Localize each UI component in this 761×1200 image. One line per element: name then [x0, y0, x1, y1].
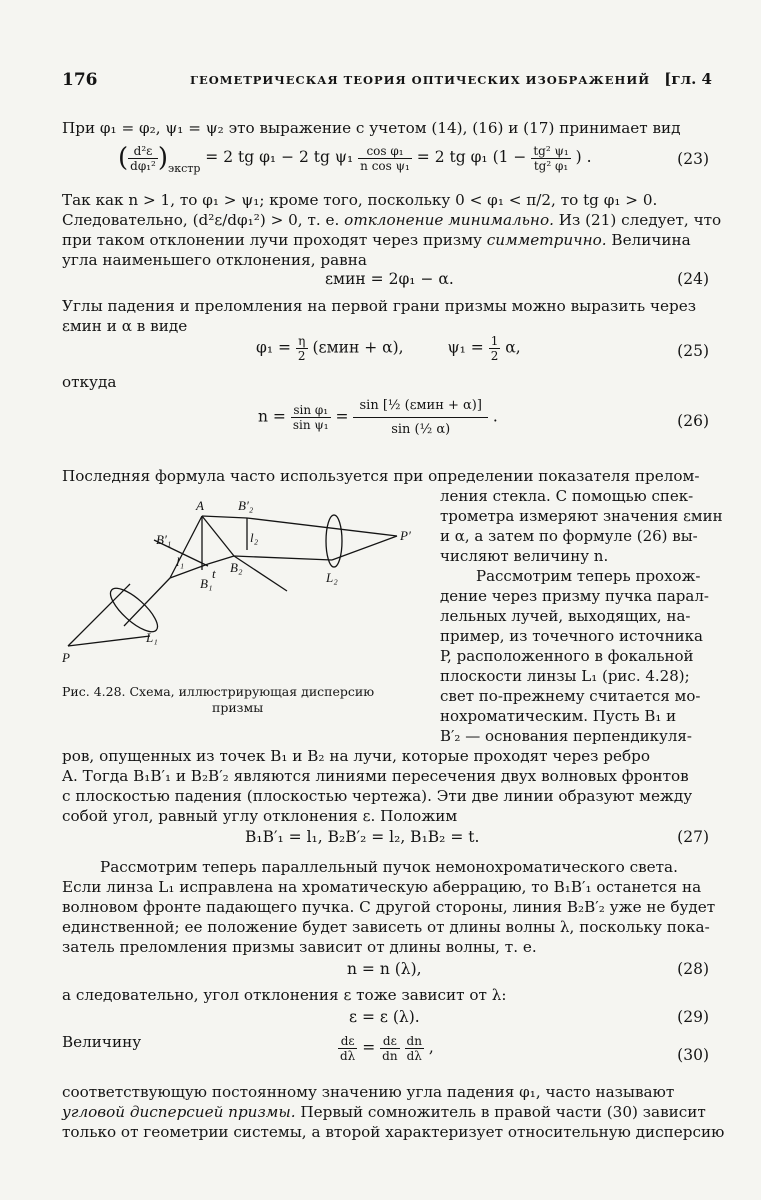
label-l1: l₁ — [176, 554, 185, 569]
label-P: P — [62, 650, 70, 665]
label-B2: B₂ — [230, 560, 243, 575]
paragraph-line — [62, 230, 691, 250]
ray-input — [124, 578, 170, 626]
paragraph-line: Рассмотрим теперь параллельный пучок немонохроматического света. — [100, 858, 678, 876]
paragraph-line — [62, 210, 721, 230]
equation-23: ( $\frac{\text{d²ε}}{\text{dφ₁²}}$ )$_{экстр} = 2$ tg φ₁ − 2 tg ψ₁ $\frac{\text{cos φ₁}}{\text{n cos ψ₁}}$ = 2 tg φ₁ (1 − $\frac{\text{tg² ψ₁}}{\text{tg² φ₁}}$ ) . — [118, 143, 592, 175]
eq23-rfrac-den: tg² φ₁ — [533, 158, 569, 173]
paragraph-line: Рассмотрим теперь прохож- — [476, 567, 701, 585]
paragraph-line: свет по-прежнему считается мо- — [440, 687, 701, 705]
eq26-f1-num: sin φ₁ — [291, 403, 331, 418]
eq23-rfrac-num: tg² ψ₁ — [533, 143, 569, 158]
paragraph-line: пример, из точечного источника — [440, 627, 703, 645]
paragraph-line: волновом фронте падающего пучка. С другой стороны, линия B₂B′₂ уже не будет — [62, 898, 716, 916]
label-t: t — [212, 566, 216, 581]
eq25-psi: ψ₁ = — [447, 338, 484, 357]
eq23-subscript: экстр — [168, 162, 201, 175]
prism-face-left — [170, 516, 202, 578]
eq25-psi-tail: α, — [505, 338, 521, 357]
text-run: Следовательно, (d²ε/dφ₁²) > 0, т. е. — [62, 211, 345, 229]
running-header — [62, 70, 712, 92]
eq23-frac-num: cos φ₁ — [358, 144, 412, 159]
text-run: при таком отклонении лучи проходят через призму — [62, 231, 487, 249]
paragraph-line: При φ₁ = φ₂, ψ₁ = ψ₂ это выражение с учетом (14), (16) и (17) принимает вид — [62, 119, 681, 137]
paragraph-line: P, расположенного в фокальной — [440, 647, 694, 665]
eq30-n1: dε — [338, 1034, 357, 1049]
eq25-phi-den: 2 — [297, 349, 306, 363]
eq30-eq: = — [362, 1038, 376, 1057]
equation-30 — [338, 1034, 434, 1063]
equation-number-25: (25) — [677, 342, 709, 360]
eq23-right: = 2 tg φ₁ (1 − — [416, 148, 527, 166]
equation-number-27: (27) — [677, 828, 709, 846]
label-l2: l₂ — [250, 530, 259, 545]
figure-caption: Рис. 4.28. Схема, иллюстрирующая дисперсию — [62, 684, 375, 699]
paragraph-line: затель преломления призмы зависит от длины волны, т. е. — [62, 938, 537, 956]
paragraph-line: собой угол, равный углу отклонения ε. Положим — [62, 807, 458, 825]
eq25-phi-num: η — [296, 334, 308, 349]
equation-number-29: (29) — [677, 1008, 709, 1026]
paragraph-line: а следовательно, угол отклонения ε тоже зависит от λ: — [62, 986, 507, 1004]
text-run: Величина — [606, 231, 691, 249]
paragraph-line: ров, опущенных из точек B₁ и B₂ на лучи, которые проходят через ребро — [62, 747, 650, 765]
eq23-frac-den: n cos ψ₁ — [360, 158, 410, 173]
paragraph-line: единственной; ее положение будет зависеть от длины волны λ, поскольку пока- — [62, 918, 710, 936]
paragraph-line: ления стекла. С помощью спек- — [440, 487, 694, 505]
equation-number-28: (28) — [677, 960, 709, 978]
emphasis: симметрично. — [486, 231, 607, 249]
eq30-d2: dn — [382, 1049, 398, 1063]
chapter-marker: [гл. 4 — [664, 70, 712, 88]
eq30-d1: dλ — [340, 1049, 356, 1063]
paragraph-line: и α, а затем по формуле (26) вы- — [440, 527, 698, 545]
eq26-f1-den: sin ψ₁ — [292, 418, 329, 432]
equation-number-26: (26) — [677, 412, 709, 430]
eq25-phi: φ₁ = — [256, 338, 291, 357]
paragraph-line: B′₂ — основания перпендикуля- — [440, 727, 692, 745]
beam-upper — [68, 584, 130, 646]
eq23-left-num: d²ε — [128, 144, 158, 159]
ray-output — [234, 556, 332, 560]
eq26-tail: . — [492, 407, 498, 426]
eq23-close: ) . — [575, 148, 592, 166]
figure-prism-dispersion — [62, 496, 438, 682]
text-run: Из (21) следует, что — [553, 211, 722, 229]
paragraph-line: Величину — [62, 1033, 142, 1051]
paragraph-line: εмин и α в виде — [62, 317, 188, 335]
paragraph-line: нохроматическим. Пусть B₁ и — [440, 707, 677, 725]
label-A: A — [196, 498, 204, 513]
eq25-psi-den: 2 — [490, 349, 499, 363]
eq26-lhs: n = — [258, 407, 286, 426]
eq26-f2-den: sin (½ α) — [391, 422, 451, 437]
ray-to-focus-top — [247, 518, 397, 536]
paragraph-line: A. Тогда B₁B′₁ и B₂B′₂ являются линиями пересечения двух волновых фронтов — [62, 767, 689, 785]
paragraph-line: Последняя формула часто используется при определении показателя прелом- — [62, 467, 700, 485]
paragraph-line: с плоскостью падения (плоскостью чертежа). Эти две линии образуют между — [62, 787, 693, 805]
paragraph-line: плоскости линзы L₁ (рис. 4.28); — [440, 667, 690, 685]
paragraph-line: числяют величину n. — [440, 547, 609, 565]
equation-number-23: (23) — [677, 150, 709, 168]
paragraph-line: Углы падения и преломления на первой грани призмы можно выразить через — [62, 297, 696, 315]
label-B1-prime: B′₁ — [156, 532, 172, 547]
beam-lower — [68, 636, 150, 646]
paragraph-line: трометра измеряют значения εмин — [440, 507, 723, 525]
prism-face-right — [202, 516, 234, 556]
eq30-n2: dε — [380, 1034, 399, 1049]
figure-caption-line2: призмы — [212, 700, 264, 715]
equation-number-30: (30) — [677, 1046, 709, 1064]
eq25-psi-num: 1 — [490, 334, 499, 348]
paragraph-line: соответствующую постоянному значению угла падения φ₁, часто называют — [62, 1083, 675, 1101]
paragraph-line: дение через призму пучка парал- — [440, 587, 709, 605]
running-title: ГЕОМЕТРИЧЕСКАЯ ТЕОРИЯ ОПТИЧЕСКИХ ИЗОБРАЖЕНИЙ — [190, 73, 651, 87]
emphasis: угловой дисперсией призмы. — [62, 1103, 296, 1121]
label-B2-prime: B′₂ — [238, 498, 254, 513]
equation-24: εмин = 2φ₁ − α. — [325, 270, 454, 288]
equation-27: B₁B′₁ = l₁, B₂B′₂ = l₂, B₁B₂ = t. — [245, 828, 480, 846]
emphasis: отклонение минимально. — [344, 211, 554, 229]
eq30-d3: dλ — [406, 1049, 422, 1063]
paragraph-line: угла наименьшего отклонения, равна — [62, 251, 367, 269]
equation-29: ε = ε (λ). — [349, 1008, 420, 1026]
equation-number-24: (24) — [677, 270, 709, 288]
eq23-left-den: dφ₁² — [130, 158, 156, 173]
eq25-phi-tail: (εмин + α), — [312, 338, 404, 357]
paragraph-line: откуда — [62, 373, 117, 391]
label-B1: B₁ — [200, 576, 213, 591]
equation-25 — [256, 334, 521, 363]
paragraph-line: лельных лучей, выходящих, на- — [440, 607, 691, 625]
label-L2: L₂ — [326, 570, 338, 585]
page-number: 176 — [62, 70, 98, 90]
paragraph-line — [62, 1102, 706, 1122]
equation-26 — [258, 394, 498, 441]
eq30-tail: , — [428, 1038, 434, 1057]
eq26-eq: = — [335, 407, 349, 426]
paragraph-line: только от геометрии системы, а второй характеризует относительную дисперсию — [62, 1123, 725, 1141]
paragraph-line: Если линза L₁ исправлена на хроматическую аберрацию, то B₁B′₁ останется на — [62, 878, 702, 896]
label-L1: L₁ — [146, 630, 158, 645]
ray-top — [202, 516, 247, 518]
eq23-mid: = 2 tg φ₁ − 2 tg ψ₁ — [205, 148, 354, 166]
label-P-prime: P′ — [400, 528, 411, 543]
equation-28: n = n (λ), — [347, 960, 422, 978]
paragraph-line: Так как n > 1, то φ₁ > ψ₁; кроме того, поскольку 0 < φ₁ < π/2, то tg φ₁ > 0. — [62, 191, 658, 209]
eq26-f2-num: sin [½ (εмин + α)] — [353, 394, 487, 418]
eq30-n3: dn — [406, 1034, 422, 1048]
text-run: Первый сомножитель в правой части (30) зависит — [295, 1103, 706, 1121]
